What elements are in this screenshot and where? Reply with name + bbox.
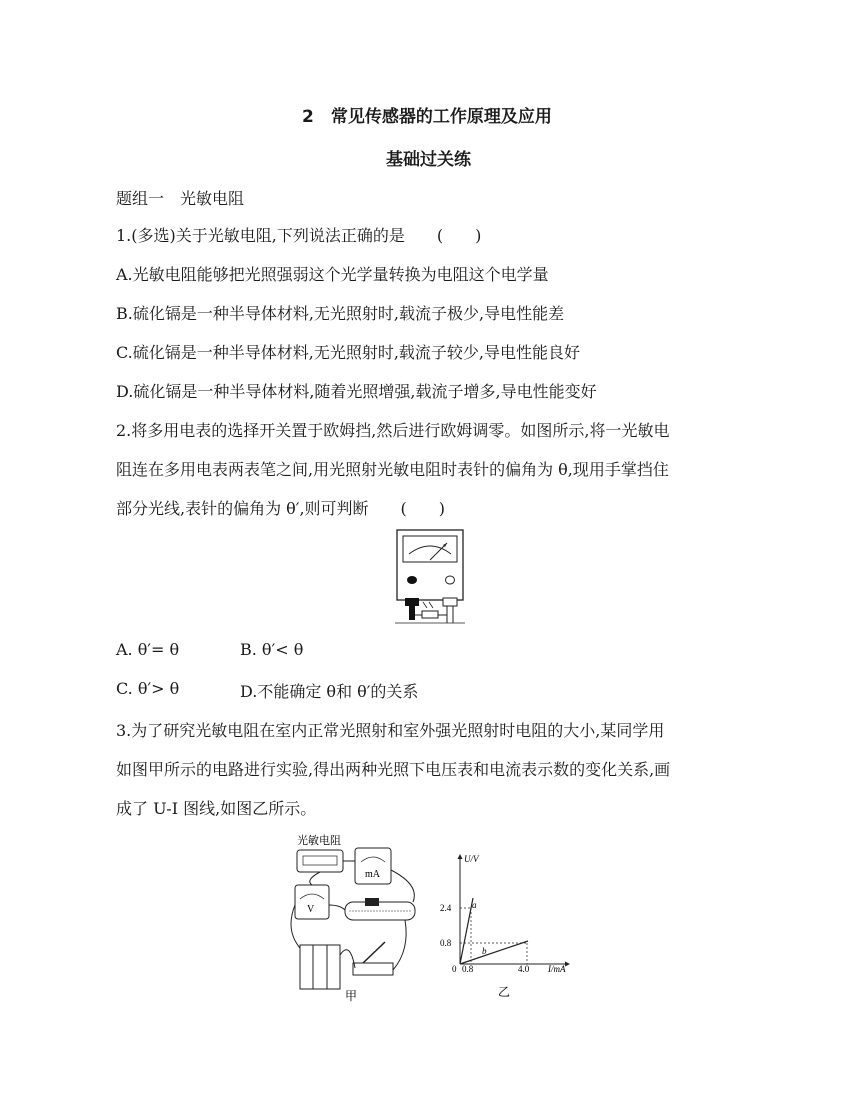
q2-option-c: C. θ′> θ: [116, 679, 180, 698]
q2-option-d: D.不能确定 θ和 θ′的关系: [240, 682, 419, 701]
subtitle: 基础过关练: [386, 150, 471, 170]
multimeter-figure: [385, 528, 475, 628]
line-a-label: a: [472, 900, 477, 910]
figure-caption-yi: 乙: [498, 985, 511, 999]
line-b-label: b: [482, 946, 487, 956]
q3-line-3: 成了 U-I 图线,如图乙所示。: [116, 799, 317, 818]
q3-line-1: 3.为了研究光敏电阻在室内正常光照射和室外强光照射时电阻的大小,某同学用: [116, 721, 665, 740]
q1-option-a: A.光敏电阻能够把光照强弱这个光学量转换为电阻这个电学量: [116, 265, 549, 284]
x-axis-label: I/mA: [548, 964, 566, 974]
line-b: [460, 941, 528, 964]
switch: [353, 963, 393, 975]
y-axis-label: U/V: [464, 854, 479, 864]
photoresistor-label: 光敏电阻: [297, 835, 341, 847]
x-tick-4-0: 4.0: [518, 964, 530, 974]
q2-line-2: 阻连在多用电表两表笔之间,用光照射光敏电阻时表针的偏角为 θ,现用手掌挡住: [116, 460, 669, 479]
voltmeter-label: V: [307, 904, 315, 915]
origin-label: 0: [452, 964, 457, 974]
q3-line-2: 如图甲所示的电路进行实验,得出两种光照下电压表和电流表示数的变化关系,画: [116, 760, 671, 779]
q2-line-3: 部分光线,表针的偏角为 θ′,则可判断 ( ): [116, 499, 446, 518]
group-heading: 题组一 光敏电阻: [116, 189, 245, 208]
q2-option-b: B. θ′< θ: [240, 640, 304, 659]
figure-caption-jia: 甲: [345, 989, 358, 1003]
x-tick-0-8: 0.8: [462, 964, 474, 974]
q1-option-d: D.硫化镉是一种半导体材料,随着光照增强,载流子增多,导电性能变好: [116, 382, 597, 401]
circuit-figure: [285, 830, 435, 1005]
section-title: 2 常见传感器的工作原理及应用: [302, 107, 552, 127]
q1-stem: 1.(多选)关于光敏电阻,下列说法正确的是 ( ): [116, 226, 482, 245]
q2-line-1: 2.将多用电表的选择开关置于欧姆挡,然后进行欧姆调零。如图所示,将一光敏电: [116, 421, 670, 440]
battery: [300, 945, 340, 989]
q1-option-b: B.硫化镉是一种半导体材料,无光照射时,载流子极少,导电性能差: [116, 304, 565, 323]
y-tick-2-4: 2.4: [440, 903, 452, 913]
ammeter-label: mA: [365, 869, 380, 880]
ui-graph: [440, 848, 580, 1000]
q2-option-a: A. θ′= θ: [116, 640, 180, 659]
q1-option-c: C.硫化镉是一种半导体材料,无光照射时,载流子较少,导电性能良好: [116, 343, 581, 362]
y-tick-0-8: 0.8: [440, 938, 452, 948]
